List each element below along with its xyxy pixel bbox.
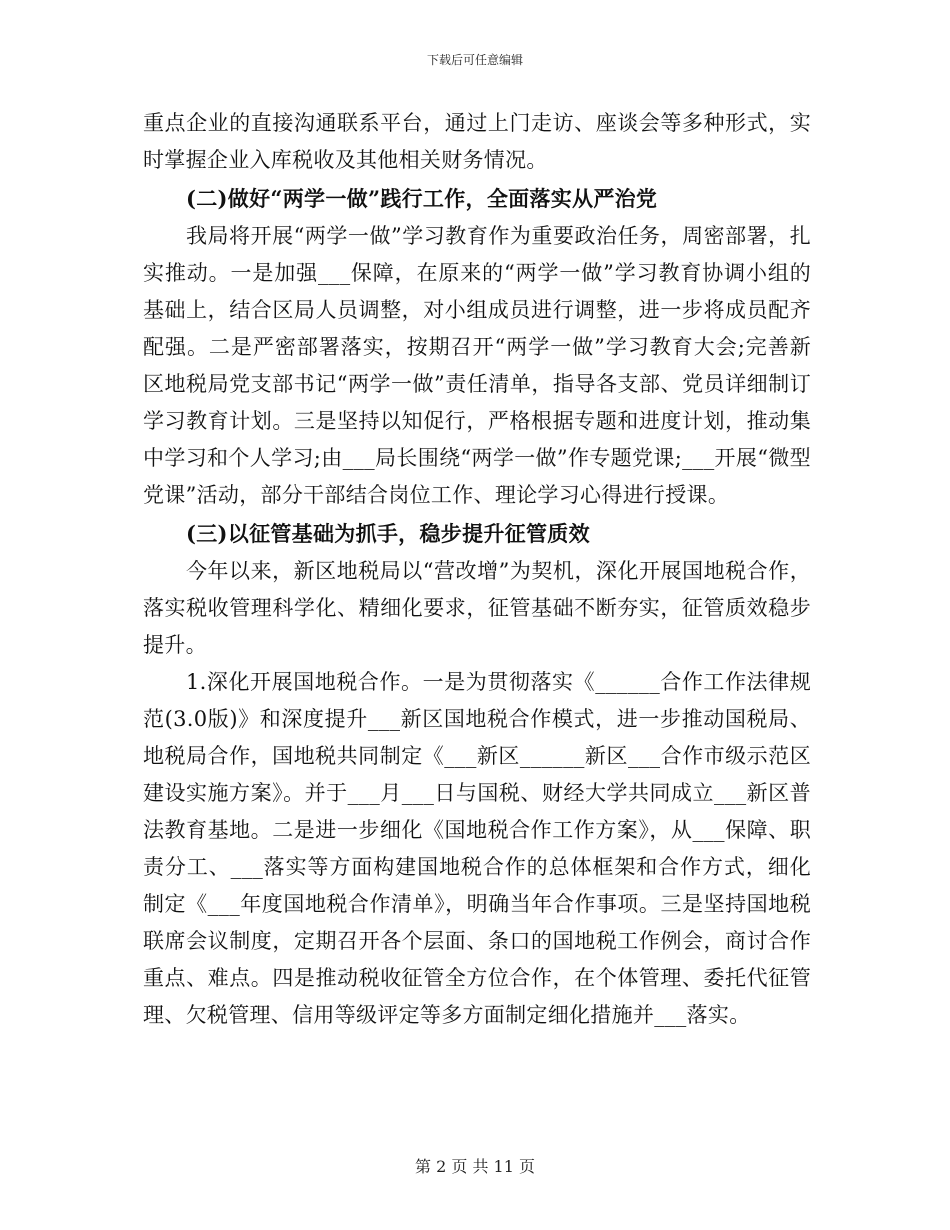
paragraph-3: 今年以来，新区地税局以“营改增”为契机，深化开展国地税合作，落实税收管理科学化、精细化要求，征管基础不断夯实，征管质效稳步提升。 [143,559,811,657]
section-heading-3: (三)以征管基础为抓手，稳步提升征管质效 [186,521,590,546]
paragraph-continued: 重点企业的直接沟通联系平台，通过上门走访、座谈会等多种形式，实时掌握企业入库税收及其他相关财务情况。 [143,111,811,172]
paragraph-2: 我局将开展“两学一做”学习教育作为重要政治任务，周密部署，扎实推动。一是加强___保障，在原来的“两学一做”学习教育协调小组的基础上，结合区局人员调整，对小组成员进行调整，进一步将成员配齐配强。二是严密部署落实，按期召开“两学一做”学习教育大会;完善新区地税局党支部书记“两学一做”责任清单，指导各支部、党员详细制订学习教育计划。三是坚持以知促行，严格根据专题和进度计划，推动集中学习和个人学习;由___局长围绕“两学一做”作专题党课;___开展“微型党课”活动，部分干部结合岗位工作、理论学习心得进行授课。 [143,224,811,507]
page-footer: 第 2 页 共 11 页 [415,1157,535,1176]
paragraph-4: 1.深化开展国地税合作。一是为贯彻落实《______合作工作法律规范(3.0版)》和深度提升___新区国地税合作模式，进一步推动国税局、地税局合作，国地税共同制定《___新区______新区___合作市级示范区建设实施方案》。并于___月___日与国税、财经大学共同成立___新区普法教育基地。二是进一步细化《国地税合作工作方案》，从___保障、职责分工、___落实等方面构建国地税合作的总体框架和合作方式，细化制定《___年度国地税合作清单》，明确当年合作事项。三是坚持国地税联席会议制度，定期召开各个层面、条口的国地税工作例会，商讨合作重点、难点。四是推动税收征管全方位合作，在个体管理、委托代征管理、欠税管理、信用等级评定等多方面制定细化措施并___落实。 [143,670,811,1027]
document-body [143,105,811,1034]
page-header: 下载后可任意编辑 [426,53,523,67]
section-heading-2: (二)做好“两学一做”践行工作，全面落实从严治党 [186,186,658,211]
